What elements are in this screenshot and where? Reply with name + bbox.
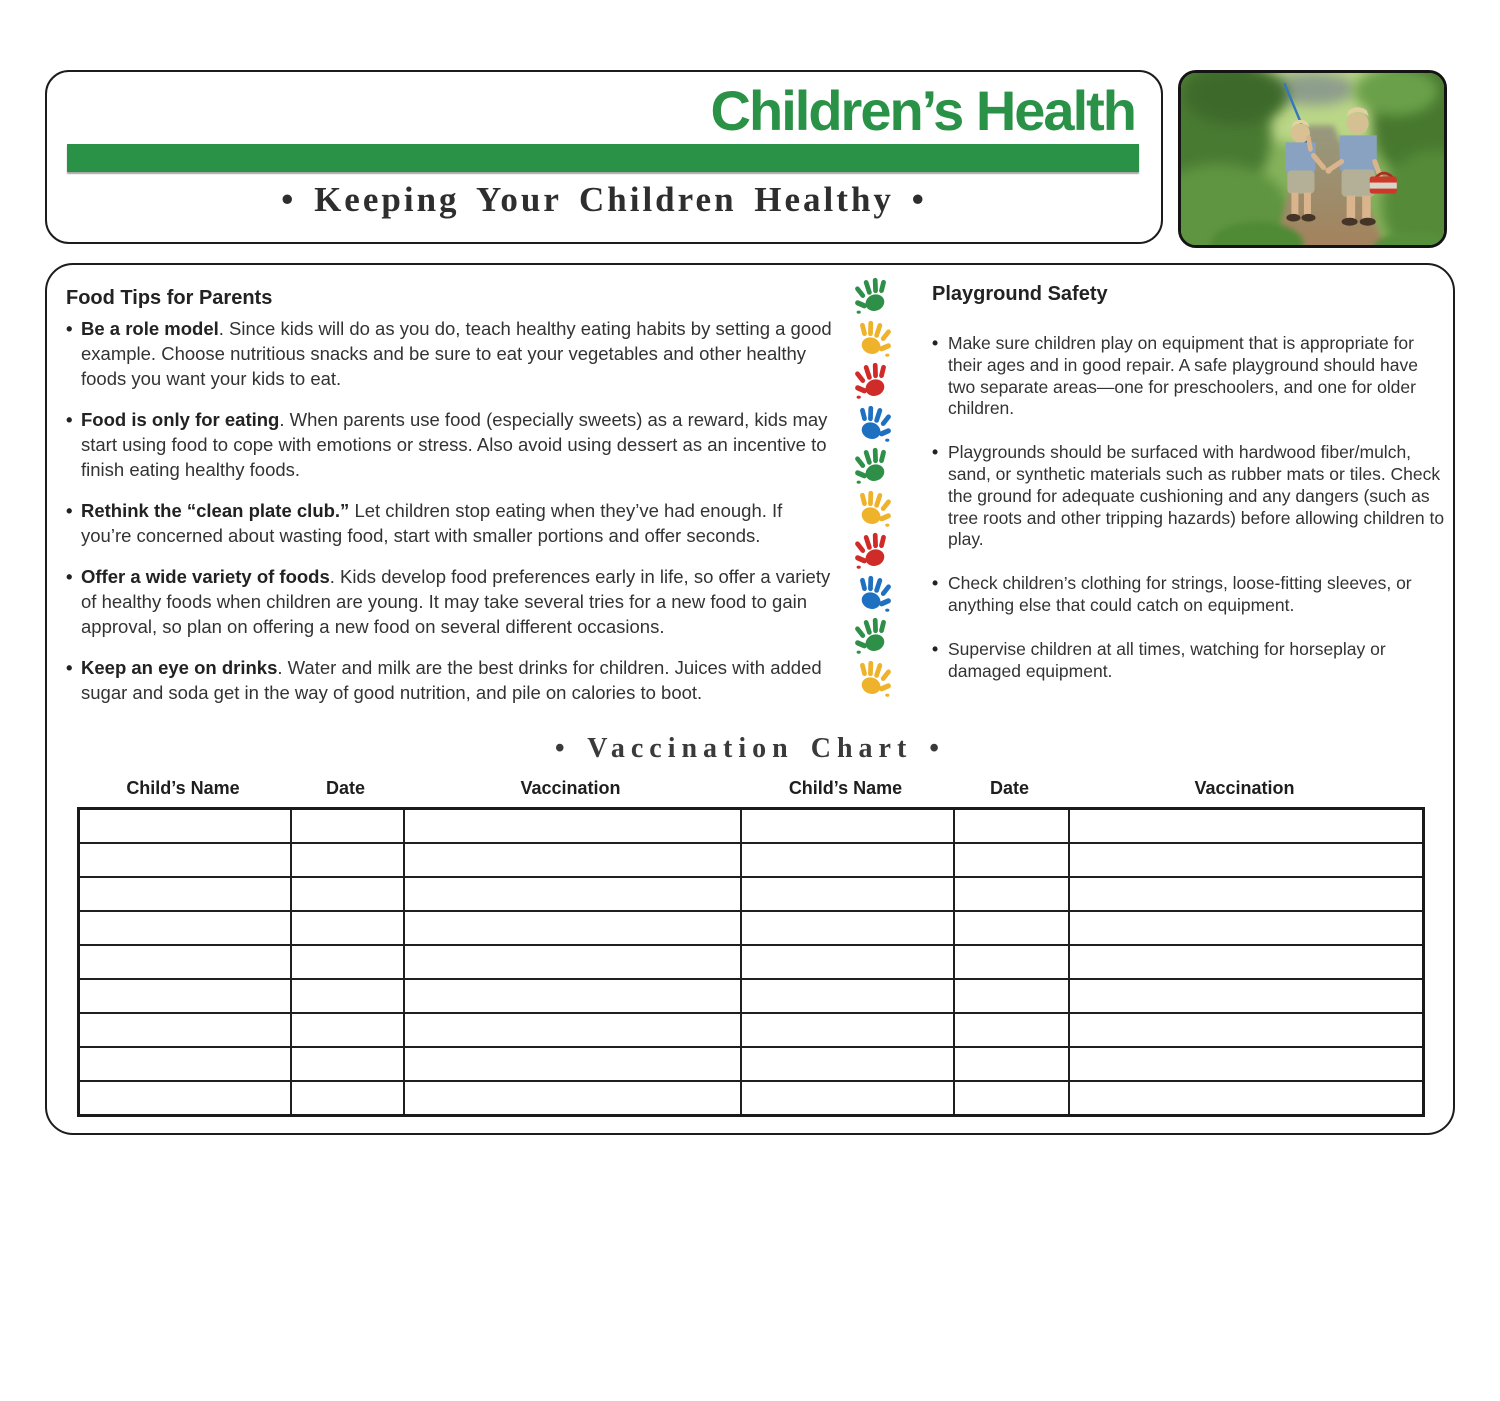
table-row	[79, 1047, 1424, 1081]
table-cell	[1069, 1081, 1424, 1115]
table-cell	[741, 945, 954, 979]
bullet-icon: •	[66, 500, 73, 521]
table-cell	[291, 1081, 404, 1115]
column-header-vaccination: Vaccination	[1194, 778, 1295, 798]
table-cell	[741, 1013, 954, 1047]
safety-text: Make sure children play on equipment that is appropriate for their ages and in good repair. A safe playground should have two separate areas—one for preschoolers, and one for older children.	[948, 333, 1418, 419]
list-item	[932, 639, 1448, 683]
page-title: Children’s Health	[710, 79, 1135, 142]
playground-safety-heading: Playground Safety	[932, 283, 1108, 305]
table-row	[79, 979, 1424, 1013]
bullet-icon: •	[932, 442, 939, 463]
table-cell	[291, 1047, 404, 1081]
column-header-childs-name: Child’s Name	[788, 778, 903, 798]
table-cell	[1069, 809, 1424, 843]
table-cell	[954, 1013, 1069, 1047]
table-cell	[954, 1081, 1069, 1115]
table-cell	[79, 911, 291, 945]
page-subtitle: • Keeping Your Children Healthy •	[281, 180, 927, 219]
title-underline-bar	[67, 144, 1139, 172]
table-cell	[404, 1047, 741, 1081]
table-row	[79, 809, 1424, 843]
table-cell	[741, 843, 954, 877]
food-tips-heading: Food Tips for Parents	[66, 287, 273, 309]
table-cell	[79, 843, 291, 877]
table-cell	[954, 945, 1069, 979]
handprint-icon	[852, 361, 896, 404]
table-cell	[404, 1013, 741, 1047]
list-item	[66, 655, 832, 705]
table-cell	[741, 1047, 954, 1081]
table-cell	[404, 1081, 741, 1115]
column-header-date: Date	[989, 778, 1029, 798]
bullet-icon: •	[932, 573, 939, 594]
bullet-icon: •	[66, 657, 73, 678]
table-row	[79, 911, 1424, 945]
bullet-icon: •	[66, 409, 73, 430]
table-cell	[79, 1013, 291, 1047]
safety-text: Supervise children at all times, watching for horseplay or damaged equipment.	[948, 638, 1386, 681]
list-item	[932, 333, 1448, 420]
column-header-vaccination: Vaccination	[520, 778, 621, 798]
table-cell	[404, 911, 741, 945]
header-panel	[45, 70, 1163, 244]
table-cell	[1069, 945, 1424, 979]
table-cell	[291, 1013, 404, 1047]
table-row	[79, 1081, 1424, 1115]
vaccination-table	[77, 807, 1425, 1117]
table-cell	[741, 877, 954, 911]
table-cell	[954, 843, 1069, 877]
table-cell	[291, 877, 404, 911]
table-cell	[1069, 979, 1424, 1013]
list-item	[66, 564, 832, 639]
table-cell	[404, 877, 741, 911]
tip-text: . When parents use food (especially sweets) as a reward, kids may start using food to cope with emotions or stress. Also avoid using dessert as an incentive to finish eating healthy foods.	[81, 409, 828, 480]
table-cell	[404, 843, 741, 877]
table-cell	[741, 979, 954, 1013]
safety-text: Playgrounds should be surfaced with hardwood fiber/mulch, sand, or synthetic materials such as rubber mats or tiles. Check the ground for adequate cushioning and any dangers (such as tree roots and other tripping hazards) before allowing children to play.	[948, 442, 1445, 550]
list-item	[932, 442, 1448, 551]
table-cell	[79, 1081, 291, 1115]
bullet-icon: •	[66, 566, 73, 587]
table-row	[79, 1013, 1424, 1047]
table-cell	[741, 809, 954, 843]
table-cell	[291, 809, 404, 843]
column-header-childs-name: Child’s Name	[126, 778, 240, 798]
table-cell	[1069, 877, 1424, 911]
list-item	[66, 498, 832, 548]
photo-illustration	[1181, 73, 1447, 248]
table-cell	[79, 809, 291, 843]
table-row	[79, 843, 1424, 877]
handprint-icon	[852, 616, 896, 659]
tip-text: . Since kids will do as you do, teach healthy eating habits by setting a good example. Choose nutritious snacks and be sure to eat your vegetables and other healthy foods you want your kids to eat.	[81, 318, 832, 389]
list-item	[932, 573, 1448, 617]
tip-text: . Kids develop food preferences early in life, so offer a variety of healthy foods when children are young. It may take several tries for a new food to gain approval, so plan on offering a new food on several different occasions.	[81, 566, 831, 637]
table-cell	[741, 1081, 954, 1115]
table-cell	[291, 979, 404, 1013]
vaccination-chart-title: • Vaccination Chart •	[554, 733, 946, 764]
table-cell	[954, 979, 1069, 1013]
table-cell	[79, 877, 291, 911]
tip-text: Let children stop eating when they’ve had enough. If you’re concerned about wasting food, start with smaller portions and offer seconds.	[81, 500, 783, 546]
handprint-icon	[852, 489, 896, 532]
table-cell	[741, 911, 954, 945]
bullet-icon: •	[932, 333, 939, 353]
table-cell	[291, 843, 404, 877]
tip-text: . Water and milk are the best drinks for children. Juices with added sugar and soda get in the way of good nutrition, and pile on calories to boot.	[81, 657, 822, 703]
content-panel	[45, 263, 1455, 1135]
table-cell	[291, 945, 404, 979]
handprint-icon	[852, 404, 896, 447]
table-cell	[404, 945, 741, 979]
table-cell	[79, 979, 291, 1013]
safety-text: Check children’s clothing for strings, loose-fitting sleeves, or anything else that could catch on equipment.	[948, 573, 1412, 615]
table-row	[79, 945, 1424, 979]
handprint-icon	[852, 319, 896, 362]
list-item	[66, 407, 832, 482]
tip-lead: Be a role model	[81, 318, 219, 339]
children-photo	[1178, 70, 1447, 248]
table-cell	[954, 877, 1069, 911]
table-cell	[79, 1047, 291, 1081]
handprint-icon	[852, 276, 896, 319]
table-cell	[954, 1047, 1069, 1081]
table-cell	[1069, 843, 1424, 877]
table-cell	[1069, 911, 1424, 945]
table-cell	[79, 945, 291, 979]
table-cell	[404, 809, 741, 843]
handprint-icon	[852, 574, 896, 617]
bullet-icon: •	[66, 318, 73, 339]
table-cell	[1069, 1013, 1424, 1047]
bullet-icon: •	[932, 638, 939, 659]
table-row	[79, 877, 1424, 911]
handprint-icon	[852, 659, 896, 702]
table-cell	[954, 911, 1069, 945]
handprint-icon	[852, 446, 896, 489]
food-tips-section	[66, 287, 832, 721]
playground-safety-section	[932, 283, 1448, 704]
handprint-icon	[852, 531, 896, 574]
table-cell	[291, 911, 404, 945]
table-cell	[954, 809, 1069, 843]
tip-lead: Food is only for eating	[81, 409, 280, 430]
tip-lead: Offer a wide variety of foods	[81, 566, 330, 587]
table-cell	[404, 979, 741, 1013]
list-item	[66, 316, 832, 391]
tip-lead: Rethink the “clean plate club.”	[81, 500, 350, 521]
handprints-column	[846, 276, 902, 701]
column-header-date: Date	[325, 778, 365, 798]
vaccination-table-header-row	[77, 778, 1422, 804]
table-cell	[1069, 1047, 1424, 1081]
tip-lead: Keep an eye on drinks	[81, 657, 278, 678]
